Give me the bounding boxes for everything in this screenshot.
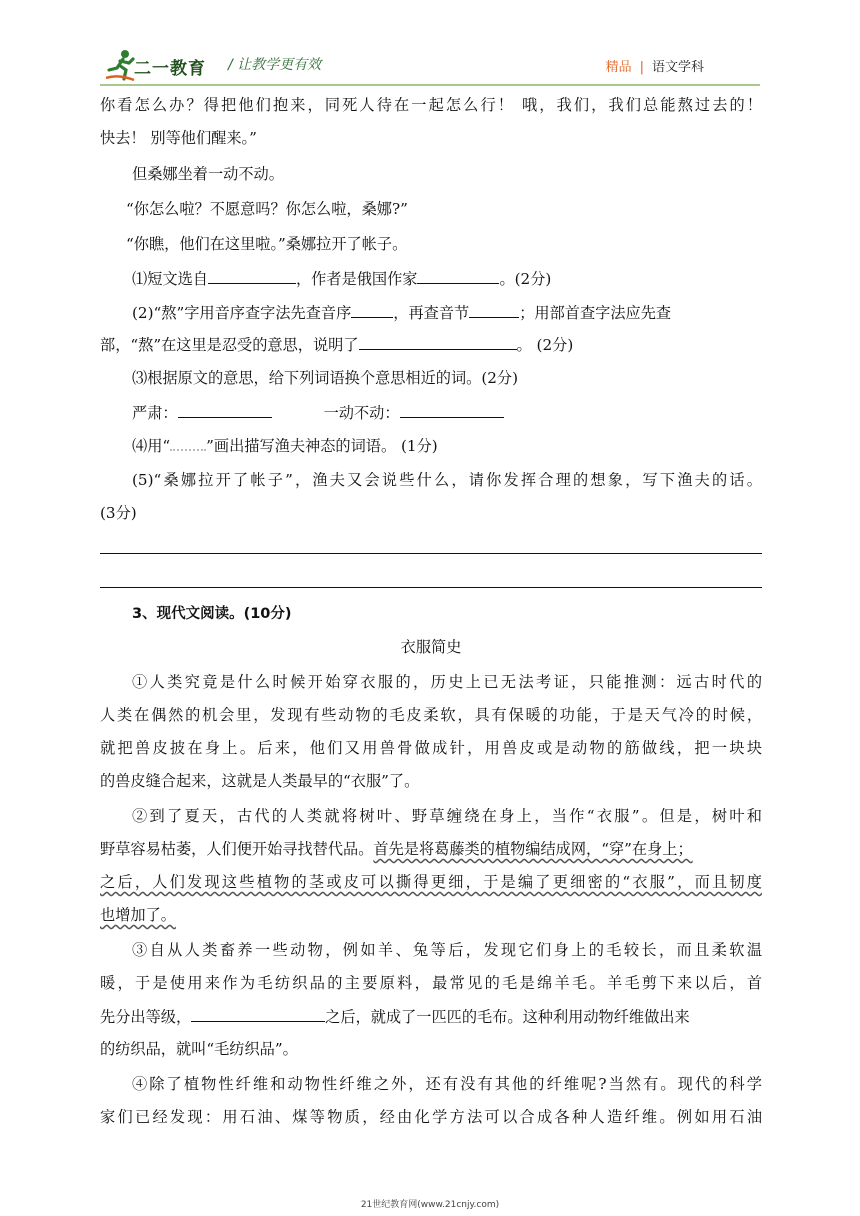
answer-blank[interactable] bbox=[469, 301, 519, 318]
subject-badge bbox=[606, 56, 704, 75]
passage-line: “你怎么啦？不愿意吗？你怎么啦，桑娜?” bbox=[126, 200, 408, 218]
paragraph-line: 野草容易枯萎，人们便开始寻找替代品。首先是将葛藤类的植物编结成网，“穿”在身上； bbox=[100, 840, 693, 858]
paragraph-line: 就把兽皮披在身上。后来，他们又用兽骨做成针，用兽皮或是动物的筋做线，把一块块 bbox=[100, 739, 762, 757]
paragraph-line: 先分出等级， 之后，就成了一匹匹的毛布。这种利用动物纤维做出来 bbox=[100, 1005, 690, 1028]
question-5: (5)“桑娜拉开了帐子”，渔夫又会说些什么，请你发挥合理的想象，写下渔夫的话。 bbox=[132, 471, 762, 489]
wavy-underlined-text: 也增加了。 bbox=[100, 906, 176, 924]
article-title: 衣服简史 bbox=[400, 638, 462, 656]
passage-line: 但桑娜坐着一动不动。 bbox=[132, 165, 284, 183]
badge-separator: | bbox=[639, 60, 644, 75]
answer-blank[interactable] bbox=[191, 1005, 325, 1022]
header-divider bbox=[100, 84, 760, 86]
paragraph-line: ③自从人类畜养一些动物，例如羊、兔等后，发现它们身上的毛较长，而且柔软温 bbox=[132, 941, 762, 959]
wavy-underlined-text: 之后，人们发现这些植物的茎或皮可以撕得更细，于是编了更细密的“衣服”，而且韧度 bbox=[100, 873, 762, 891]
badge-subject: 语文学科 bbox=[651, 60, 704, 75]
section-heading: 3、现代文阅读。(10分) bbox=[132, 606, 292, 622]
question-5-cont: (3分) bbox=[100, 504, 137, 522]
passage-line: 你看怎么办？得把他们抱来，同死人待在一起怎么行！ 哦，我们，我们总能熬过去的！ bbox=[100, 96, 762, 114]
answer-blank[interactable] bbox=[359, 333, 517, 350]
answer-blank[interactable] bbox=[351, 301, 393, 318]
question-4: ⑷用“ ”画出描写渔夫神态的词语。 (1分) bbox=[132, 437, 438, 455]
logo bbox=[106, 48, 216, 82]
wavy-underlined-text: 首先是将葛藤类的植物编结成网，“穿”在身上； bbox=[373, 840, 693, 858]
answer-line[interactable] bbox=[100, 553, 762, 554]
answer-blank[interactable] bbox=[400, 401, 504, 418]
page-header bbox=[100, 44, 760, 84]
paragraph-line: 暖，于是使用来作为毛纺织品的主要原料，最常见的毛是绵羊毛。羊毛剪下来以后，首 bbox=[100, 974, 762, 992]
paragraph-line: ②到了夏天，古代的人类就将树叶、野草缠绕在身上，当作“衣服”。但是，树叶和 bbox=[132, 807, 762, 825]
paragraph-line bbox=[100, 871, 762, 893]
paragraph-line: 人类在偶然的机会里，发现有些动物的毛皮柔软，具有保暖的功能，于是天气冷的时候， bbox=[100, 706, 762, 724]
question-3: ⑶根据原文的意思，给下列词语换个意思相近的词。(2分) bbox=[132, 369, 519, 387]
answer-blank[interactable] bbox=[417, 267, 499, 284]
question-2: (2)“熬”字用音序查字法先查音序 ，再查音节 ；用部首查字法应先查 bbox=[132, 301, 671, 324]
paragraph-line: ④除了植物性纤维和动物性纤维之外，还有没有其他的纤维呢?当然有。现代的科学 bbox=[132, 1075, 762, 1093]
page-footer: 21世纪教育网(www.21cnjy.com) bbox=[360, 1200, 500, 1210]
slogan: / 让教学更有效 bbox=[228, 57, 322, 73]
paragraph-line bbox=[100, 904, 176, 926]
passage-line: “你瞧，他们在这里啦。”桑娜拉开了帐子。 bbox=[126, 235, 408, 253]
answer-blank[interactable] bbox=[208, 267, 296, 284]
badge-primary: 精品 bbox=[605, 60, 632, 75]
passage-line: 快去！ 别等他们醒来。” bbox=[100, 129, 257, 147]
paragraph-line: 家们已经发现：用石油、煤等物质，经由化学方法可以合成各种人造纤维。例如用石油 bbox=[100, 1108, 762, 1126]
question-2-cont: 部，“熬”在这里是忍受的意思，说明了 。 (2分) bbox=[100, 333, 573, 356]
paragraph-line: 的兽皮缝合起来，这就是人类最早的“衣服”了。 bbox=[100, 772, 420, 790]
wavy-line-sample bbox=[170, 435, 206, 451]
answer-blank[interactable] bbox=[178, 401, 272, 418]
paragraph-line: 的纺织品，就叫“毛纺织品”。 bbox=[100, 1040, 298, 1058]
paragraph-line: ①人类究竟是什么时候开始穿衣服的，历史上已无法考证，只能推测：远古时代的 bbox=[132, 673, 762, 691]
logo-text: 二一教育 bbox=[134, 59, 206, 79]
runner-logo-icon bbox=[106, 48, 136, 82]
answer-line[interactable] bbox=[100, 587, 762, 588]
question-3-items: 严肃： 一动不动： bbox=[132, 401, 504, 424]
question-1: ⑴短文选自 ，作者是俄国作家 。(2分) bbox=[132, 267, 551, 290]
